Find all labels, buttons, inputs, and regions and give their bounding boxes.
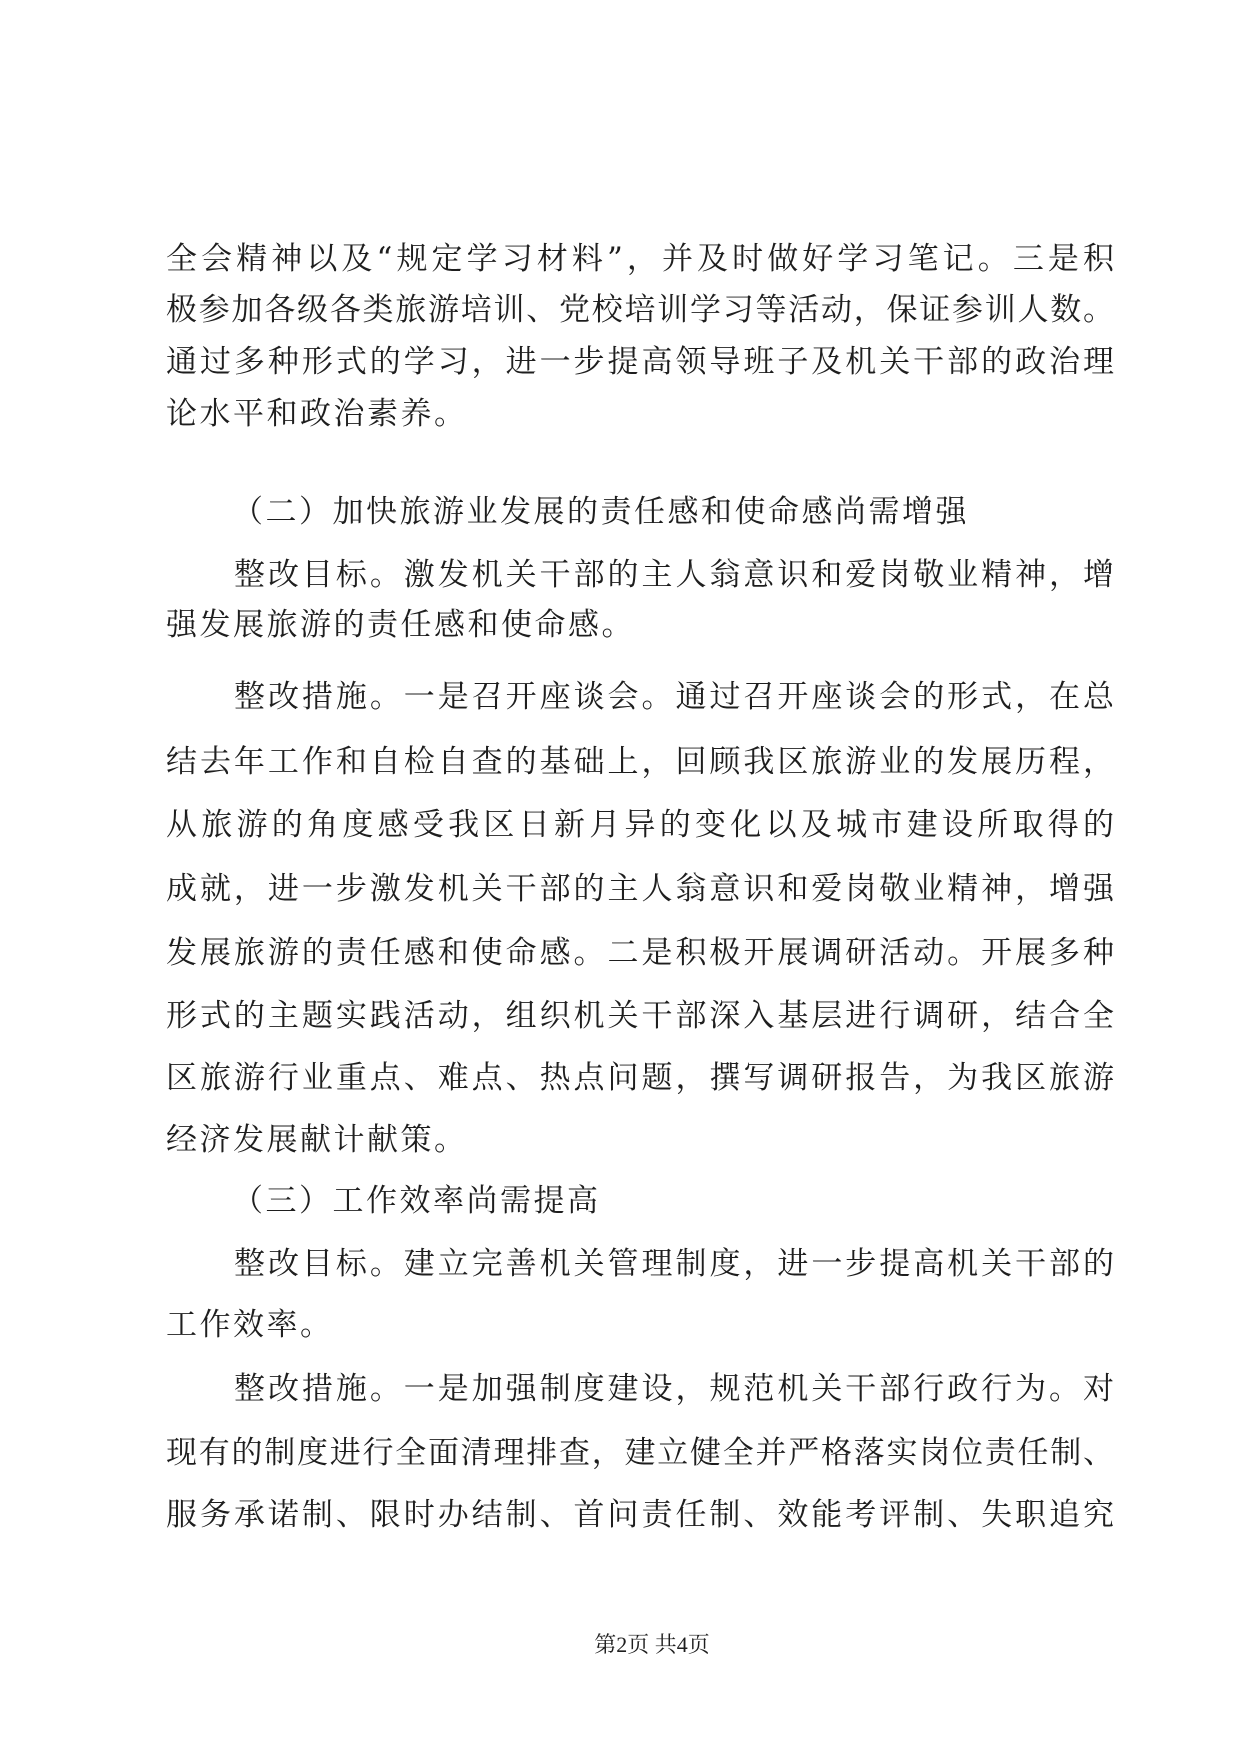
text-line: 经济发展献计献策。 <box>166 1122 468 1158</box>
text-line: 极参加各级各类旅游培训、党校培训学习等活动，保证参训人数。 <box>166 292 1114 328</box>
text-line: 整改措施。一是召开座谈会。通过召开座谈会的形式，在总 <box>234 679 1114 715</box>
text-line: 工作效率。 <box>166 1307 334 1343</box>
text-line: 整改目标。激发机关干部的主人翁意识和爱岗敬业精神，增 <box>234 557 1114 593</box>
section-heading-text: （二）加快旅游业发展的责任感和使命感尚需增强 <box>232 494 969 530</box>
text-line: 发展旅游的责任感和使命感。二是积极开展调研活动。开展多种 <box>166 935 1114 971</box>
text-line: 现有的制度进行全面清理排查，建立健全并严格落实岗位责任制、 <box>166 1435 1114 1471</box>
text-line: 从旅游的角度感受我区日新月异的变化以及城市建设所取得的 <box>166 807 1114 843</box>
page-number-footer: 第2页 共4页 <box>594 1632 710 1657</box>
text-line: 全会精神以及“规定学习材料”，并及时做好学习笔记。三是积 <box>166 241 1114 277</box>
text-line: 区旅游行业重点、难点、热点问题，撰写调研报告，为我区旅游 <box>166 1060 1114 1096</box>
section-heading-text: （三）工作效率尚需提高 <box>232 1183 601 1219</box>
text-line: 服务承诺制、限时办结制、首问责任制、效能考评制、失职追究 <box>166 1497 1114 1533</box>
text-line: 强发展旅游的责任感和使命感。 <box>166 607 635 643</box>
text-line: 成就，进一步激发机关干部的主人翁意识和爱岗敬业精神，增强 <box>166 871 1114 907</box>
text-line: 整改措施。一是加强制度建设，规范机关干部行政行为。对 <box>234 1371 1114 1407</box>
text-line: 论水平和政治素养。 <box>166 396 468 432</box>
text-line: 结去年工作和自检自查的基础上，回顾我区旅游业的发展历程， <box>166 744 1114 780</box>
text-line: 形式的主题实践活动，组织机关干部深入基层进行调研，结合全 <box>166 998 1114 1034</box>
text-line: 通过多种形式的学习，进一步提高领导班子及机关干部的政治理 <box>166 344 1114 380</box>
text-line: 整改目标。建立完善机关管理制度，进一步提高机关干部的 <box>234 1246 1114 1282</box>
